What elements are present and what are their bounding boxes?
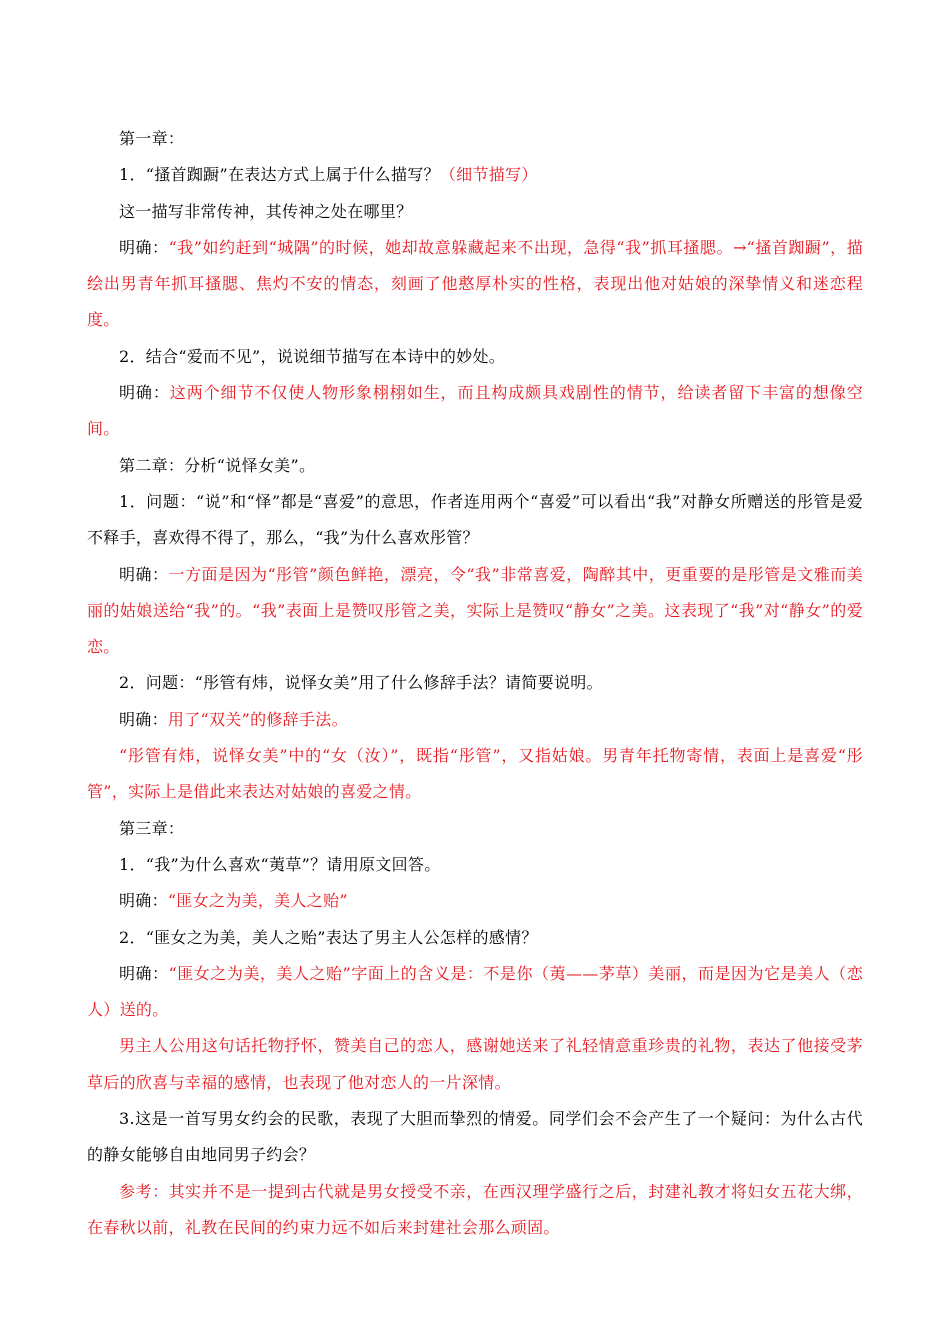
chapter3-question2: 2．“匪女之为美，美人之贻”表达了男主人公怎样的感情？ xyxy=(119,927,538,947)
chapter1-question1-text: 1．“搔首踟蹰”在表达方式上属于什么描写？ xyxy=(119,165,440,185)
chapter1-question1 xyxy=(87,157,863,193)
chapter2-answer2-text: 用了“双关”的修辞手法。 xyxy=(167,709,348,729)
answer-label: 明确： xyxy=(119,237,169,257)
chapter3-question1: 1．“我”为什么喜欢“荑草”？请用原文回答。 xyxy=(119,854,441,874)
chapter3-heading: 第三章： xyxy=(119,818,185,838)
chapter2-answer2-detail: “彤管有炜，说怿女美”中的“女（汝）”，既指“彤管”，又指姑娘。男青年托物寄情，表面上是喜爱“彤管”，实际上是借此来表达对姑娘的喜爱之情。 xyxy=(87,746,863,802)
chapter3-answer2-detail: 男主人公用这句话托物抒怀，赞美自己的恋人，感谢她送来了礼轻情意重珍贵的礼物，表达了他接受茅草后的欣喜与幸福的感情，也表现了他对恋人的一片深情。 xyxy=(87,1036,863,1092)
chapter2-answer1-text: 一方面是因为“彤管”颜色鲜艳，漂亮，令“我”非常喜爱，陶醉其中，更重要的是彤管是文雅而美丽的姑娘送给“我”的。“我”表面上是赞叹彤管之美，实际上是赞叹“静女”之美。这表现了“我”对“静女”的爱恋。 xyxy=(87,564,863,657)
chapter2-heading: 第二章：分析“说怿女美”。 xyxy=(119,455,316,475)
chapter1-answer1 xyxy=(87,230,863,339)
answer-label: 明确： xyxy=(119,963,169,983)
chapter3-answer1-text: “匪女之为美，美人之贻” xyxy=(167,891,348,911)
answer-label: 明确： xyxy=(119,383,170,403)
chapter1-question1-answer: （细节描写） xyxy=(439,165,538,185)
chapter2-question2: 2．问题：“彤管有炜，说怿女美”用了什么修辞手法？请简要说明。 xyxy=(119,673,603,693)
chapter3-question3: 3.这是一首写男女约会的民歌，表现了大胆而挚烈的情爱。同学们会不会产生了一个疑问：为什么古代的静女能够自由地同男子约会？ xyxy=(87,1109,863,1165)
chapter2-question1: 1．问题：“说”和“怿”都是“喜爱”的意思，作者连用两个“喜爱”可以看出“我”对静女所赠送的彤管是爱不释手，喜欢得不得了，那么，“我”为什么喜欢彤管？ xyxy=(87,491,863,548)
document-body xyxy=(87,121,863,1246)
chapter3-answer2-text: “匪女之为美，美人之贻”字面上的含义是：不是你（荑——茅草）美丽，而是因为它是美人（恋人）送的。 xyxy=(87,963,863,1020)
chapter1-heading: 第一章： xyxy=(119,129,185,148)
chapter1-question1-followup: 这一描写非常传神，其传神之处在哪里？ xyxy=(119,201,413,221)
chapter3-answer2 xyxy=(87,956,863,1029)
answer-label: 明确： xyxy=(119,564,169,584)
chapter1-question2: 2．结合“爱而不见”，说说细节描写在本诗中的妙处。 xyxy=(119,346,506,366)
chapter1-answer1-text: “我”如约赶到“城隅”的时候，她却故意躲藏起来不出现，急得“我”抓耳搔腮。→“搔首踟蹰”，描绘出男青年抓耳搔腮、焦灼不安的情态，刻画了他憨厚朴实的性格，表现出他对姑娘的深挚情义和迷恋程度。 xyxy=(87,237,863,330)
chapter2-answer2 xyxy=(87,702,863,738)
answer-label: 明确： xyxy=(119,709,168,729)
chapter1-answer2 xyxy=(87,375,863,448)
chapter3-answer1 xyxy=(87,883,863,919)
chapter2-answer1 xyxy=(87,557,863,666)
answer-label: 明确： xyxy=(119,891,168,911)
chapter1-answer2-text: 这两个细节不仅使人物形象栩栩如生，而且构成颇具戏剧性的情节，给读者留下丰富的想像空间。 xyxy=(87,383,863,439)
chapter3-answer3: 参考：其实并不是一提到古代就是男女授受不亲，在西汉理学盛行之后，封建礼教才将妇女五花大绑，在春秋以前，礼教在民间的约束力远不如后来封建社会那么顽固。 xyxy=(87,1181,863,1237)
